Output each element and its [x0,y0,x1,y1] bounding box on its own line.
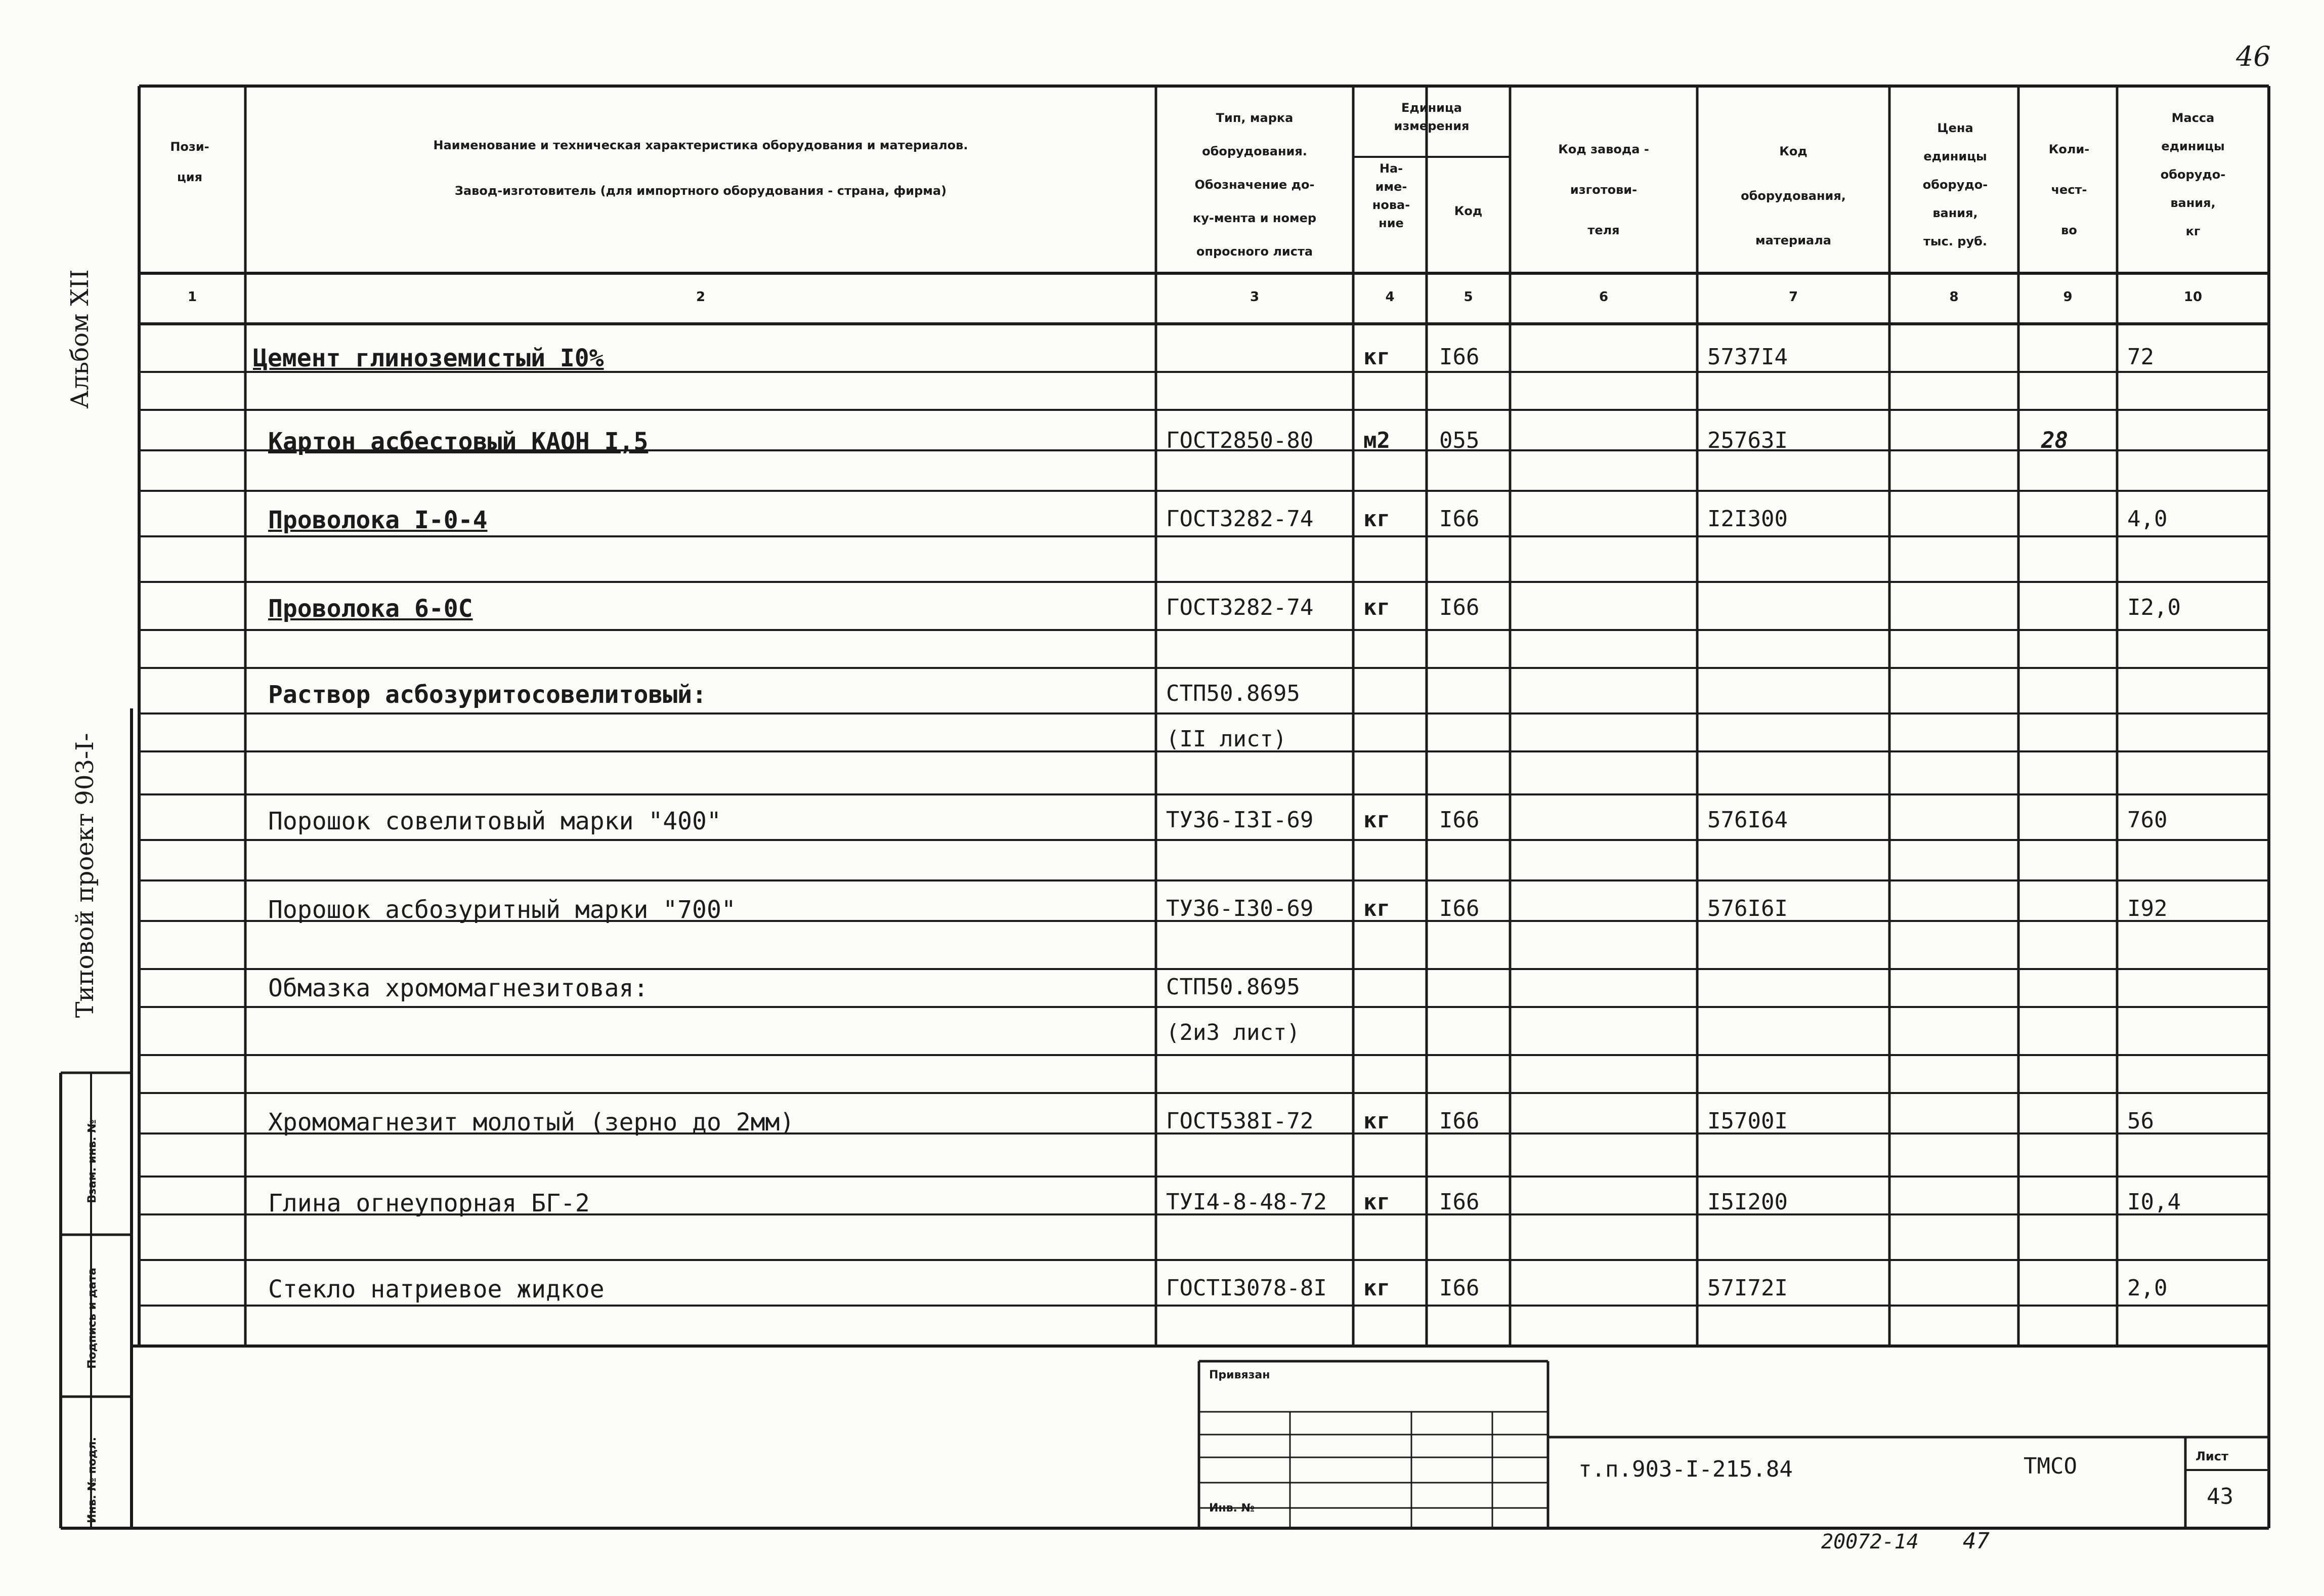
row-quantity: 28 [2041,428,2068,453]
row-document: (II лист) [1166,726,1287,752]
column-number-2: 2 [696,289,706,305]
row-document: ТУ36-I30-69 [1166,896,1314,921]
row-unit: кг [1363,344,1390,370]
row-name: Порошок асбозуритный марки "700" [268,896,736,924]
doc-number: т.п.903-I-215.84 [1578,1456,1793,1482]
row-name: Картон асбестовый КАОН I,5 [268,428,649,456]
row-unit-code: I66 [1439,896,1480,921]
row-name: Цемент глиноземистый I0% [253,344,604,372]
order-number: 20072-14 [1821,1530,1919,1553]
row-document: ТУI4-8-48-72 [1166,1189,1327,1215]
page-mark: 46 [2236,40,2271,72]
stamp-inv: Инв. № подл. [86,1437,99,1524]
row-unit: кг [1363,1189,1390,1215]
row-material-code: 5737I4 [1707,344,1788,370]
row-unit: кг [1363,1275,1390,1301]
column-number-10: 10 [2183,289,2203,305]
row-name: Глина огнеупорная БГ-2 [268,1189,590,1217]
sheet-label: Лист [2196,1449,2228,1463]
attached-label: Привязан [1209,1369,1270,1381]
column-number-7: 7 [1788,289,1798,305]
header-unit-name: На- име- нова- ние [1372,161,1410,230]
row-material-code: 576I6I [1707,896,1788,921]
row-document: ТУ36-I3I-69 [1166,807,1314,833]
album-label: Альбом XII [66,269,94,409]
row-material-code: I5I200 [1707,1189,1788,1215]
header-mass: Масса единицы оборудо- вания, кг [2160,111,2226,238]
row-unit-code: I66 [1439,344,1480,370]
row-material-code: I2I300 [1707,506,1788,532]
header-name-line2: Завод-изготовитель (для импортного оборудования - страна, фирма) [454,184,947,198]
row-material-code: I5700I [1707,1108,1788,1134]
header-material-code: Код оборудования, материала [1741,144,1846,247]
row-unit: кг [1363,506,1390,532]
row-mass: 760 [2127,807,2168,833]
header-unit-code: Код [1454,204,1483,218]
row-document: ГОСТ2850-80 [1166,428,1314,453]
row-document: ГОСТ3282-74 [1166,595,1314,620]
row-name: Хромомагнезит молотый (зерно до 2мм) [268,1108,795,1137]
row-mass: 72 [2127,344,2154,370]
sheet-number: 43 [2207,1484,2233,1509]
stamp-signature: Подпись и дата [86,1268,99,1369]
row-name: Проволока 6-0С [268,595,473,623]
row-material-code: 57I72I [1707,1275,1788,1301]
column-number-1: 1 [187,289,197,305]
header-position: Пози- ция [170,140,209,184]
section-code: ТМСО [2024,1453,2077,1479]
row-unit: кг [1363,1108,1390,1134]
header-quantity: Коли- чест- во [2048,142,2090,237]
row-unit-code: I66 [1439,506,1480,532]
row-document: СТП50.8695 [1166,681,1300,706]
row-mass: I2,0 [2127,595,2181,620]
header-unit: Единица измерения [1394,101,1470,133]
row-mass: 56 [2127,1108,2154,1134]
row-name: Раствор асбозуритосовелитовый: [268,681,707,709]
inv-label: Инв. № [1209,1502,1255,1515]
row-name: Стекло натриевое жидкое [268,1275,605,1304]
header-name-line1: Наименование и техническая характеристика оборудования и материалов. [433,138,968,152]
column-number-5: 5 [1464,289,1473,305]
column-number-9: 9 [2063,289,2073,305]
row-name: Проволока I-0-4 [268,506,488,534]
row-unit-code: I66 [1439,595,1480,620]
column-number-6: 6 [1599,289,1609,305]
project-label: Типовой проект 903-I- [71,733,99,1018]
header-price: Цена единицы оборудо- вания, тыс. руб. [1922,121,1988,248]
row-mass: I92 [2127,896,2168,921]
column-number-4: 4 [1385,289,1395,305]
row-document: ГОСТI3078-8I [1166,1275,1327,1301]
header-type: Тип, марка оборудования. Обозначение до- ку-мента и номер опросного листа [1192,111,1317,259]
row-unit-code: 055 [1439,428,1480,453]
row-unit-code: I66 [1439,1275,1480,1301]
header-plant-code: Код завода - изготови- теля [1558,142,1649,237]
row-unit-code: I66 [1439,1108,1480,1134]
row-document: ГОСТ3282-74 [1166,506,1314,532]
row-unit: м2 [1363,428,1390,453]
column-number-3: 3 [1250,289,1260,305]
row-mass: I0,4 [2127,1189,2181,1215]
row-unit-code: I66 [1439,1189,1480,1215]
row-document: (2и3 лист) [1166,1020,1300,1045]
row-mass: 2,0 [2127,1275,2168,1301]
row-name: Обмазка хромомагнезитовая: [268,974,649,1002]
row-unit: кг [1363,807,1390,833]
row-material-code: 25763I [1707,428,1788,453]
row-unit-code: I66 [1439,807,1480,833]
row-name: Порошок совелитовый марки "400" [268,807,721,835]
row-mass: 4,0 [2127,506,2168,532]
row-document: ГОСТ538I-72 [1166,1108,1314,1134]
row-material-code: 576I64 [1707,807,1788,833]
footer-page: 47 [1963,1528,1990,1554]
row-unit: кг [1363,896,1390,921]
column-number-8: 8 [1949,289,1959,305]
stamp-replace: Взам. инв. № [86,1119,99,1203]
row-unit: кг [1363,595,1390,620]
row-document: СТП50.8695 [1166,974,1300,1000]
